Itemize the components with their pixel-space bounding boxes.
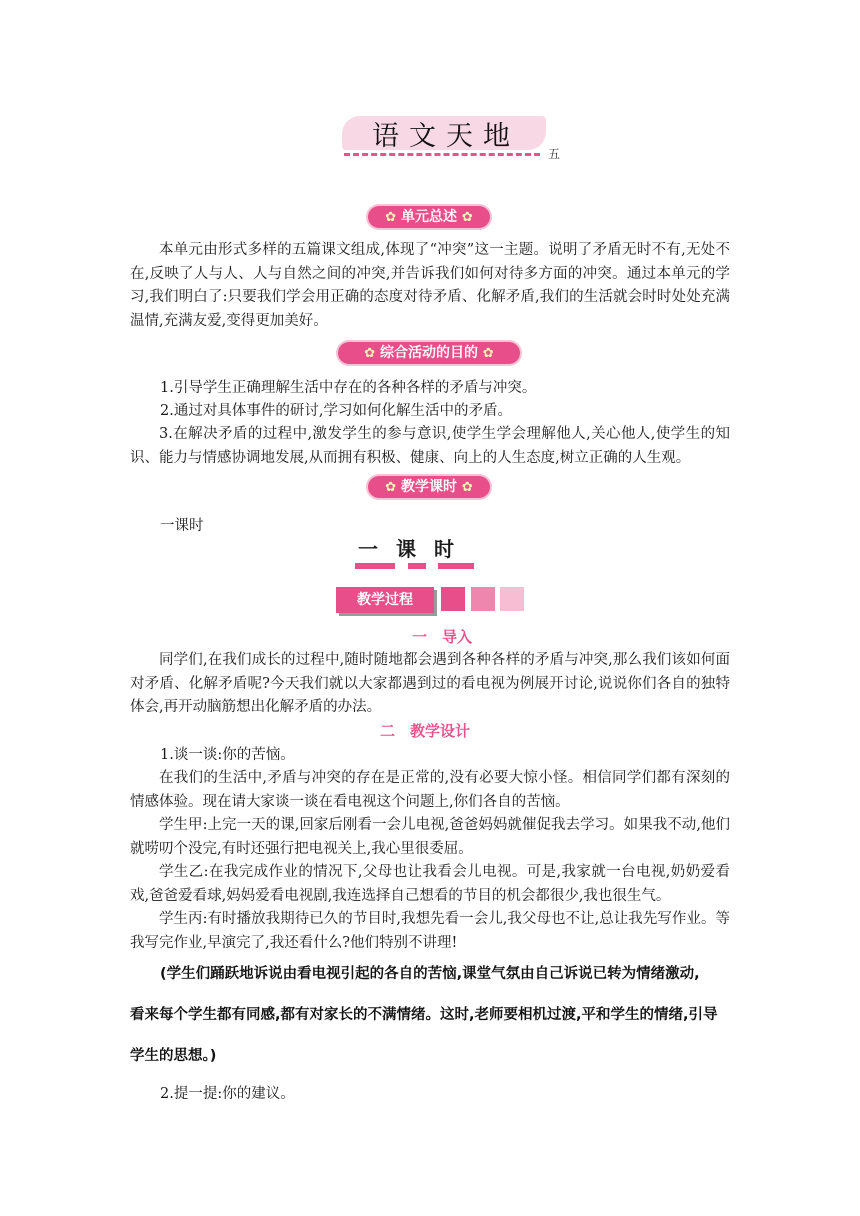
hours-badge — [368, 476, 490, 498]
student-c: 学生丙:有时播放我期待已久的节目时,我想先看一会儿,我父母也不让,总让我先写作业。等我写完作业,早演完了,我还看什么?他们特别不讲理! — [130, 911, 730, 951]
decor-square-3 — [500, 587, 524, 611]
decor-square-2 — [471, 587, 495, 611]
star-icon: ✿ — [385, 480, 397, 495]
process-label: 教学过程 — [336, 587, 434, 613]
goal-badge-label: 综合活动的目的 — [380, 345, 478, 361]
student-b: 学生乙:在我完成作业的情况下,父母也让我看会儿电视。可是,我家就一台电视,奶奶爱看戏,爸爸爱看球,妈妈爱看电视剧,我连选择自己想看的节目的机会都很少,我也很生气。 — [130, 864, 730, 904]
unit-title-banner — [342, 112, 552, 160]
star-icon: ✿ — [461, 210, 473, 225]
star-icon: ✿ — [364, 346, 376, 361]
summary-badge — [368, 206, 490, 228]
lesson-bar-right — [438, 563, 474, 569]
unit-number: 五 — [548, 147, 561, 161]
part1-paragraph: 同学们,在我们成长的过程中,随时随地都会遇到各种各样的矛盾与冲突,那么我们该如何面对矛盾、化解矛盾呢?今天我们就以大家都遇到过的看电视为例展开讨论,说说你们各自的独特体会,再开动脑筋想出化解矛盾的办法。 — [130, 652, 730, 715]
unit-title: 语文天地 — [372, 121, 520, 152]
goal-item-3: 3.在解决矛盾的过程中,激发学生的参与意识,使学生学会理解他人,关心他人,使学生的知识、能力与情感协调地发展,从而拥有积极、健康、向上的人生态度,树立正确的人生观。 — [130, 426, 730, 466]
hours-text: 一课时 — [160, 518, 204, 534]
goal-badge — [338, 342, 520, 364]
goal-item-1: 1.引导学生正确理解生活中存在的各种各样的矛盾与冲突。 — [160, 380, 537, 396]
design-item-1: 1.谈一谈:你的苦恼。 — [160, 747, 295, 763]
note-line-1: (学生们踊跃地诉说由看电视引起的各自的苦恼,课堂气氛由自己诉说已转为情绪激动, — [160, 966, 700, 982]
goal-item-2: 2.通过对具体事件的研讨,学习如何化解生活中的矛盾。 — [160, 403, 512, 419]
student-a: 学生甲:上完一天的课,回家后刚看一会儿电视,爸爸妈妈就催促我去学习。如果我不动,他们就唠叨个没完,有时还强行把电视关上,我心里很委屈。 — [130, 817, 730, 857]
summary-paragraph: 本单元由形式多样的五篇课文组成,体现了“冲突”这一主题。说明了矛盾无时不有,无处不在,反映了人与人、人与自然之间的冲突,并告诉我们如何对待多方面的冲突。通过本单元的学习,我们明白了:只要我们学会用正确的态度对待矛盾、化解矛盾,我们的生活就会时时处处充满温情,充满友爱,变得更加美好。 — [130, 242, 730, 329]
lesson-heading: 一课时 — [358, 537, 472, 561]
lesson-bar-mid — [408, 563, 426, 569]
lesson-bar-left — [355, 563, 395, 569]
note-line-2: 看来每个学生都有同感,都有对家长的不满情绪。这时,老师要相机过渡,平和学生的情绪,引导 — [130, 1007, 718, 1023]
decor-square-1 — [441, 587, 465, 611]
star-icon: ✿ — [461, 480, 473, 495]
part1-title: 一 导入 — [412, 628, 473, 646]
star-icon: ✿ — [385, 210, 397, 225]
note-line-3: 学生的思想。) — [130, 1048, 217, 1064]
title-dashed-underline — [344, 153, 540, 156]
part2-title: 二 教学设计 — [380, 722, 471, 740]
hours-badge-label: 教学课时 — [401, 479, 457, 495]
design-item-2: 2.提一提:你的建议。 — [160, 1086, 295, 1102]
design-item-1-text: 在我们的生活中,矛盾与冲突的存在是正常的,没有必要大惊小怪。相信同学们都有深刻的情感体验。现在请大家谈一谈在看电视这个问题上,你们各自的苦恼。 — [130, 770, 730, 810]
star-icon: ✿ — [482, 346, 494, 361]
summary-badge-label: 单元总述 — [401, 209, 457, 225]
